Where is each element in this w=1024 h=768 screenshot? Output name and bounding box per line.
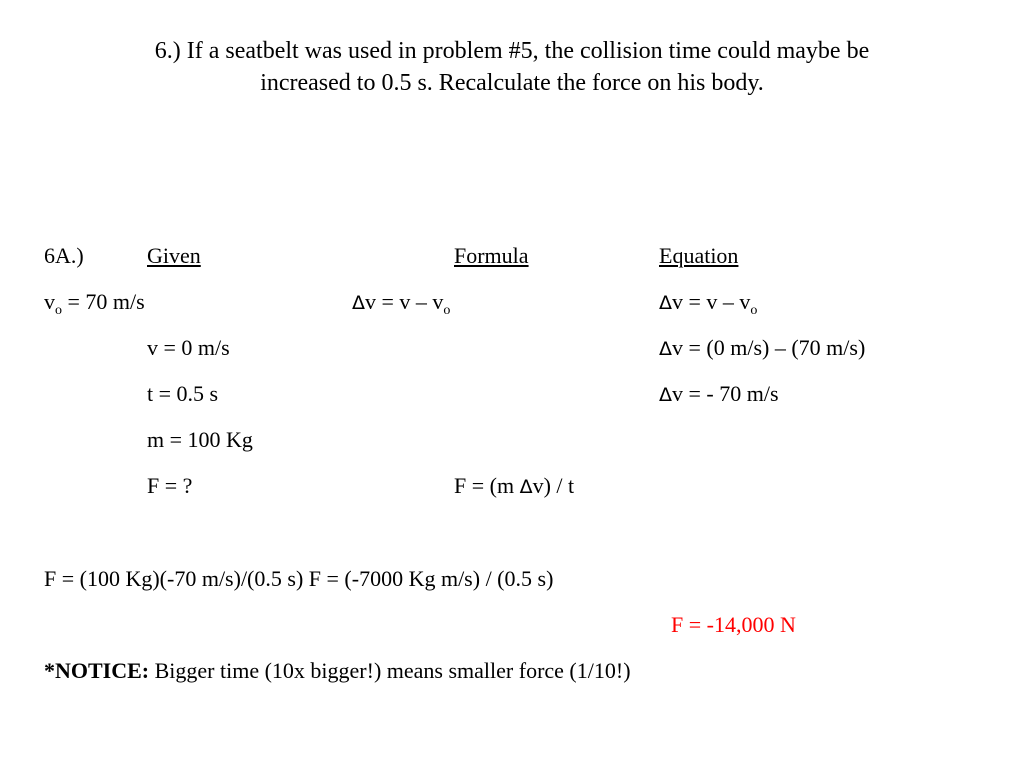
given-initial-velocity: $v_o = 70$ m/s: [44, 289, 145, 318]
delta-symbol: Δ: [519, 476, 533, 498]
calculation-line: F = (100 Kg)(-70 m/s)/(0.5 s) F = (-7000 Kg m/s) / (0.5 s): [44, 566, 554, 591]
equation-line-3: Δv = - 70 m/s: [659, 381, 779, 406]
given-time: t = 0.5 s: [147, 381, 219, 406]
problem-title-line-2: increased to 0.5 s. Recalculate the force on his body.: [260, 70, 764, 96]
notice-label: *NOTICE:: [44, 658, 150, 683]
equation-line-2: Δv = (0 m/s) – (70 m/s): [659, 335, 866, 360]
formula-heading: Formula: [454, 243, 529, 268]
notice: [44, 658, 631, 684]
delta-symbol: Δ: [659, 292, 672, 314]
delta-symbol: Δ: [659, 338, 672, 360]
problem-title-line-1: 6.) If a seatbelt was used in problem #5, the collision time could maybe be: [154, 38, 870, 64]
formula-force: F = (m Δv) / t: [454, 473, 575, 498]
given-heading: Given: [147, 243, 201, 268]
part-label: 6A.): [44, 243, 84, 268]
final-result: F = -14,000 N: [671, 612, 796, 637]
formula-delta-v: $\Delta v = v - v_o$: [352, 289, 451, 318]
delta-symbol: Δ: [659, 384, 672, 406]
delta-symbol: Δ: [352, 292, 365, 314]
given-force: F = ?: [147, 473, 193, 498]
equation-line-1: $\Delta v = v - v_o$: [659, 289, 758, 318]
given-final-velocity: v = 0 m/s: [147, 335, 230, 360]
notice-text: Bigger time (10x bigger!) means smaller force (1/10!): [149, 658, 631, 683]
equation-heading: Equation: [659, 243, 739, 268]
given-mass: m = 100 Kg: [147, 427, 253, 452]
